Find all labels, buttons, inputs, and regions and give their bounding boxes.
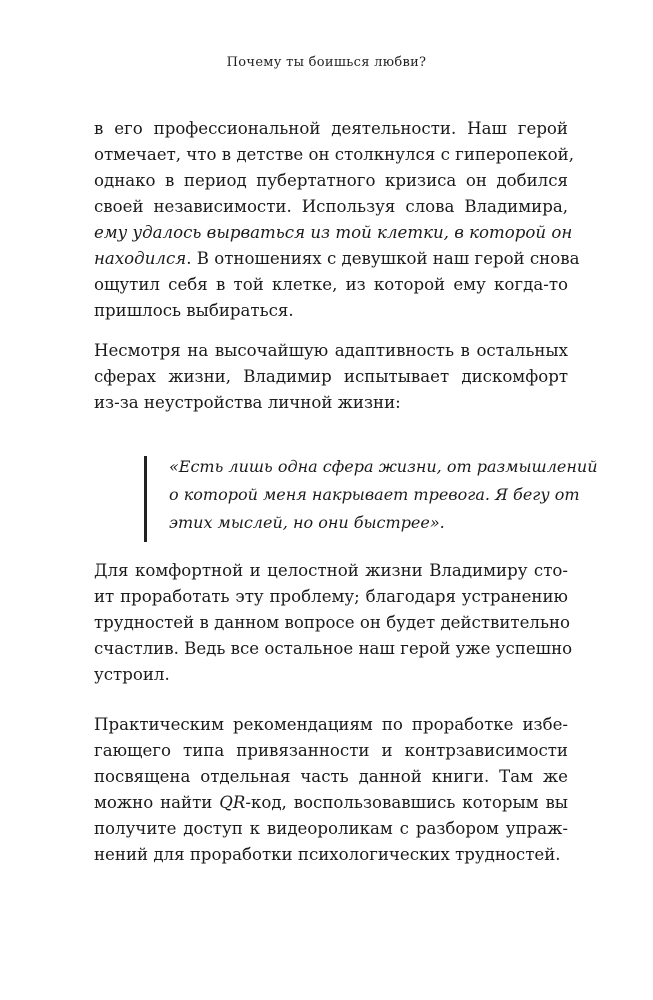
quote-line: «Есть лишь одна сфера жизни, от размышлений [169,457,598,476]
text-fragment: -код, воспользовавшись которым вы [245,793,568,812]
text-line: отмечает, что в детстве он столкнулся с гиперопекой, [94,145,574,164]
text-line: гающего типа привязанности и контрзависимости [94,741,568,760]
text-line: Практическим рекомендациям по проработке избе- [94,715,568,734]
running-head: Почему ты боишься любви? [226,55,427,70]
italic-text: QR [219,793,246,812]
text-line: ит проработать эту проблему; благодаря устранению [94,587,568,606]
quote-text [169,453,598,537]
text-line: своей независимости. Используя слова Владимира, [94,197,568,216]
text-fragment: . В отношениях с девушкой наш герой снова [186,249,580,268]
text-line: сферах жизни, Владимир испытывает дискомфорт [94,367,568,386]
text-line: получите доступ к видеороликам с разбором упраж- [94,819,568,838]
paragraph-2 [94,338,568,416]
italic-text: находился [94,249,187,268]
text-line [94,790,568,816]
paragraph-3 [94,558,573,688]
quote-line: этих мыслей, но они быстрее». [169,513,445,532]
text-line [94,220,573,246]
italic-text: ему удалось вырваться из той клетки, в которой он [94,223,573,242]
text-line: счастлив. Ведь все остальное наш герой уже успешно [94,639,573,658]
quote-line: о которой меня накрывает тревога. Я бегу от [169,485,580,504]
text-line: нений для проработки психологических трудностей. [94,845,561,864]
text-line: Для комфортной и целостной жизни Владимиру сто- [94,561,568,580]
block-quote [144,456,598,542]
text-line: пришлось выбираться. [94,301,294,320]
text-line: посвящена отдельная часть данной книги. Там же [94,767,568,786]
text-line: однако в период пубертатного кризиса он добился [94,171,568,190]
text-line: ощутил себя в той клетке, из которой ему когда-то [94,275,568,294]
text-line: Несмотря на высочайшую адаптивность в остальных [94,341,568,360]
paragraph-1 [94,116,580,324]
text-line: трудностей в данном вопросе он будет действительно [94,613,571,632]
text-fragment: можно найти [94,793,220,812]
text-line: устроил. [94,665,170,684]
text-line: в его профессиональной деятельности. Наш герой [94,119,568,138]
paragraph-4 [94,712,568,868]
text-line: из-за неустройства личной жизни: [94,393,401,412]
text-line [94,246,580,272]
